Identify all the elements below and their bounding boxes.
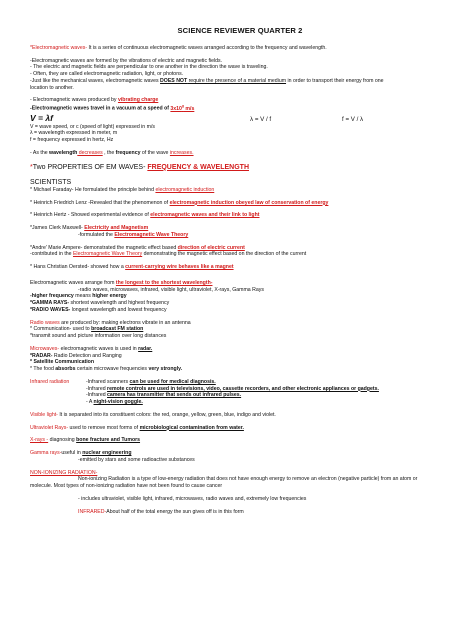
- maxwell-l2-pre: -formulated the: [78, 231, 115, 238]
- ampere-l2-post: demonstrating the magnetic effect based on the direction of the current: [142, 251, 307, 258]
- intro-line: [30, 45, 450, 52]
- infrared-block: [30, 379, 450, 406]
- ir-l4-emph: night-vision goggle.: [93, 399, 143, 406]
- produced-pre: - Electromagnetic waves produced by: [30, 97, 118, 104]
- relation-increases: increases.: [169, 149, 194, 156]
- mechanical-post: in order to transport their energy from one: [286, 77, 384, 84]
- intro-def: It is a series of continuous electromagnetic waves arranged according to the frequency and wavelength.: [87, 44, 327, 51]
- micro-term: Microwaves-: [30, 345, 60, 352]
- ir-sun-post: About half of the total energy the sun gives off is in this form: [106, 508, 244, 515]
- radar-line: [30, 353, 450, 360]
- spectrum-pre: Electromagnetic waves arrange from: [30, 279, 116, 286]
- ir-l3-pre: -Infrared: [86, 392, 108, 399]
- relation-line: [30, 150, 450, 157]
- spectrum-emph: the longest to the shortest wavelength-: [115, 279, 213, 286]
- scientists-heading: SCIENTISTS: [30, 178, 72, 186]
- micro-post: electromagnetic waves is used in: [59, 345, 139, 352]
- ampere-line-2: [30, 251, 450, 258]
- infrared-line-2: [86, 386, 379, 393]
- gamma-emph: nuclear engineering: [82, 450, 132, 457]
- non-ionizing-heading: NON-IONIZING RADIATION-: [30, 469, 98, 476]
- equation-wavelength: λ = V / f: [250, 115, 272, 123]
- spectrum-list: -radio waves, microwaves, infrared, visible light, ultraviolet, X-rays, Gamma Rays: [78, 286, 264, 293]
- food-post: very strongly.: [148, 366, 183, 373]
- infrared-line-4: [86, 399, 379, 406]
- gamma-line-2: -emitted by stars and some radioactive substances: [78, 456, 195, 463]
- xray-emph: bone fracture and Tumors: [76, 437, 141, 444]
- intro-term: Electromagnetic waves-: [32, 44, 88, 51]
- relation-pre: - As the: [30, 149, 50, 156]
- relation-wavelength: wavelength: [49, 149, 78, 156]
- speed-value: [170, 106, 194, 112]
- relation-post: of the wave: [140, 149, 170, 156]
- mechanical-mid: require the presence of a material medium: [187, 77, 287, 84]
- scientist-emph: electromagnetic induction obeyed law of conservation of energy: [169, 199, 329, 206]
- ir-l3-emph: camera has transmitter that sends out infrared pulses.: [107, 392, 242, 399]
- food-emph: absorbs: [55, 366, 76, 373]
- ir-l2-pre: -Infrared: [86, 385, 108, 392]
- variable-line: λ = wavelength expressed in meter, m: [30, 130, 118, 137]
- radio-line-3: *transmit sound and picture information over long distances: [30, 333, 167, 340]
- equation-frequency: f = V / λ: [342, 115, 364, 123]
- infrared-line-3: [86, 392, 379, 399]
- radio-line-2: [30, 326, 450, 333]
- food-pre: * The food: [30, 366, 56, 373]
- radio-waves-line: [30, 307, 450, 314]
- micro-emph: radar.: [138, 345, 153, 352]
- radio-pre: *RADIO WAVES-: [30, 306, 71, 313]
- speed-pre: -Electromagnetic waves travel in a vacuum at a speed of: [30, 105, 171, 112]
- xray-pre: diagnosing: [48, 437, 77, 444]
- maxwell-emph: Electricity and Magnetism: [84, 225, 149, 232]
- scientist-emph: electromagnetic waves and their link to light: [150, 212, 260, 219]
- radio-term: Radio waves: [30, 319, 60, 326]
- ir-l4-pre: - A: [86, 399, 94, 406]
- scientist-emph: electromagnetic induction: [155, 186, 215, 193]
- higher-frequency-line: [30, 293, 450, 300]
- uv-term: Ultraviolet Rays-: [30, 424, 69, 431]
- spectrum-line: [30, 280, 450, 287]
- xray-line: [30, 437, 450, 444]
- gamma-term: Gamma rays-: [30, 450, 62, 457]
- gamma-rays-line: [30, 300, 450, 307]
- mechanical-line: [30, 78, 450, 85]
- xray-term: X-rays -: [30, 437, 49, 444]
- scientist-hertz: [30, 212, 450, 219]
- ir-l1-pre: -Infrared scanners: [86, 378, 130, 385]
- intro-bullet: *: [30, 44, 33, 51]
- speed-unit: m/s: [183, 105, 195, 112]
- gamma-post: shortest wavelength and highest frequency: [69, 300, 170, 307]
- fact-line: -Electromagnetic waves are formed by the vibrations of electric and magnetic fields.: [30, 57, 223, 64]
- properties-emph: FREQUENCY & WAVELENGTH: [147, 163, 249, 171]
- ir-l1-emph: can be used for medical diagnosis.: [129, 378, 216, 385]
- mechanical-line-2: location to another.: [30, 84, 74, 91]
- ir-l2-emph: remote controls are used in televisions, video, cassette recorders, and other electronic appliances or gadgets.: [107, 385, 379, 392]
- maxwell-line-2: [30, 232, 450, 239]
- non-ionizing-line-1: Non-ionizing Radiation is a type of low-energy radiation that does not have enough energy to remove an electron (negative particle) from an atom or: [78, 476, 418, 483]
- properties-bullet: *: [30, 163, 33, 171]
- radio-line: [30, 320, 450, 327]
- speed-exp: 8: [181, 104, 184, 109]
- uv-emph: microbiological contamination from water.: [139, 424, 244, 431]
- infrared-line-1: [86, 379, 379, 386]
- oersted-pre: * Hans Christian Oersted- showed how a: [30, 264, 126, 271]
- page-title: SCIENCE REVIEWER QUARTER 2: [177, 26, 303, 35]
- visible-light-line: [30, 412, 450, 419]
- ir-sun-term: INFRARED-: [78, 508, 107, 515]
- oersted-emph: current-carrying wire behaves like a magnet: [125, 264, 234, 271]
- scientist-faraday: [30, 187, 450, 194]
- non-ionizing-line-3: - includes ultraviolet, visible light, infrared, microwaves, radio waves and, extremely low frequencies: [78, 495, 307, 502]
- produced-emph: vibrating charge: [117, 97, 159, 104]
- gamma-pre: *GAMMA RAYS-: [30, 300, 70, 307]
- radar-pre: *RADAR-: [30, 352, 53, 359]
- ampere-pre: *Andre' Marie Ampere- demonstrated the magnetic effect based: [30, 244, 178, 251]
- relation-frequency: frequency: [115, 149, 141, 156]
- variable-line: V = wave speed, or c (speed of light) expressed in m/s: [30, 123, 155, 130]
- relation-decreases: decreases: [77, 149, 103, 156]
- food-line: [30, 366, 450, 373]
- gamma-pre-text: useful in: [61, 450, 83, 457]
- visible-post: It is separated into its constituent colors: the red, orange, yellow, green, blue, indigo and violet.: [57, 411, 276, 418]
- hf-post: means: [73, 293, 93, 300]
- scientist-pre: * Heinrich Friedrich Lenz -Revealed that the phenomenon of: [30, 199, 170, 206]
- speed-val: 3x10: [170, 105, 182, 112]
- scientist-pre: * Michael Faraday- He formulated the principle behind: [30, 186, 156, 193]
- ampere-l2-pre: -contributed in the: [30, 251, 73, 258]
- radio-post: longest wavelength and lowest frequency: [70, 306, 167, 313]
- visible-term: Visible light-: [30, 411, 58, 418]
- radio-l2-pre: * Communication- used to: [30, 326, 92, 333]
- infrared-sun-line: [30, 509, 450, 516]
- equations-row: [30, 113, 450, 124]
- uv-pre: used to remove most forms of: [68, 424, 140, 431]
- gamma-line: [30, 450, 450, 457]
- radar-post: Radio Detection and Ranging: [52, 352, 122, 359]
- scientist-lenz: [30, 200, 450, 207]
- oersted-line: [30, 264, 450, 271]
- mechanical-emph: DOES NOT: [160, 77, 188, 84]
- properties-line: [30, 163, 450, 172]
- radio-l2-emph: broadcast FM station: [91, 326, 144, 333]
- produced-line: [30, 97, 450, 104]
- radio-post-text: are produced by: making electrons vibrate in an antenna: [59, 319, 191, 326]
- hf-emph: higher energy: [92, 293, 127, 300]
- fact-line: - Often, they are called electromagnetic radiation, light, or photons.: [30, 71, 184, 78]
- ampere-l2-emph: Electromagnetic Wave Theory: [72, 251, 143, 258]
- hf-pre: -higher frequency: [30, 293, 74, 300]
- satellite-line: * Satellite Communication: [30, 359, 94, 366]
- variable-line: f = frequency expressed in hertz, Hz: [30, 137, 114, 144]
- equation-main: V = λf: [30, 112, 53, 123]
- uv-line: [30, 425, 450, 432]
- ampere-line: [30, 245, 450, 252]
- maxwell-line: [30, 225, 450, 232]
- maxwell-l2-emph: Electromagnetic Wave Theory: [114, 231, 189, 238]
- maxwell-pre: *James Clerk Maxwell-: [30, 225, 85, 232]
- ampere-emph: direction of electric current: [177, 244, 245, 251]
- food-mid: certain microwave frequencies: [75, 366, 149, 373]
- non-ionizing-line-2: molecule. Most types of non-ionizing radiation have not been found to cause cancer: [30, 483, 223, 490]
- scientist-pre: * Heinrich Hertz - Showed experimental evidence of: [30, 212, 151, 219]
- mechanical-pre: -Just like the mechanical waves, electromagnetic waves: [30, 77, 161, 84]
- speed-line: [30, 104, 450, 112]
- microwave-line: [30, 346, 450, 353]
- relation-mid: , the: [102, 149, 116, 156]
- infrared-term: Infrared radiation: [30, 378, 70, 385]
- fact-line: - The electric and magnetic fields are perpendicular to one another in the direction the wave is traveling.: [30, 64, 268, 71]
- properties-pre: Two PROPERTIES OF EM WAVES-: [32, 163, 148, 171]
